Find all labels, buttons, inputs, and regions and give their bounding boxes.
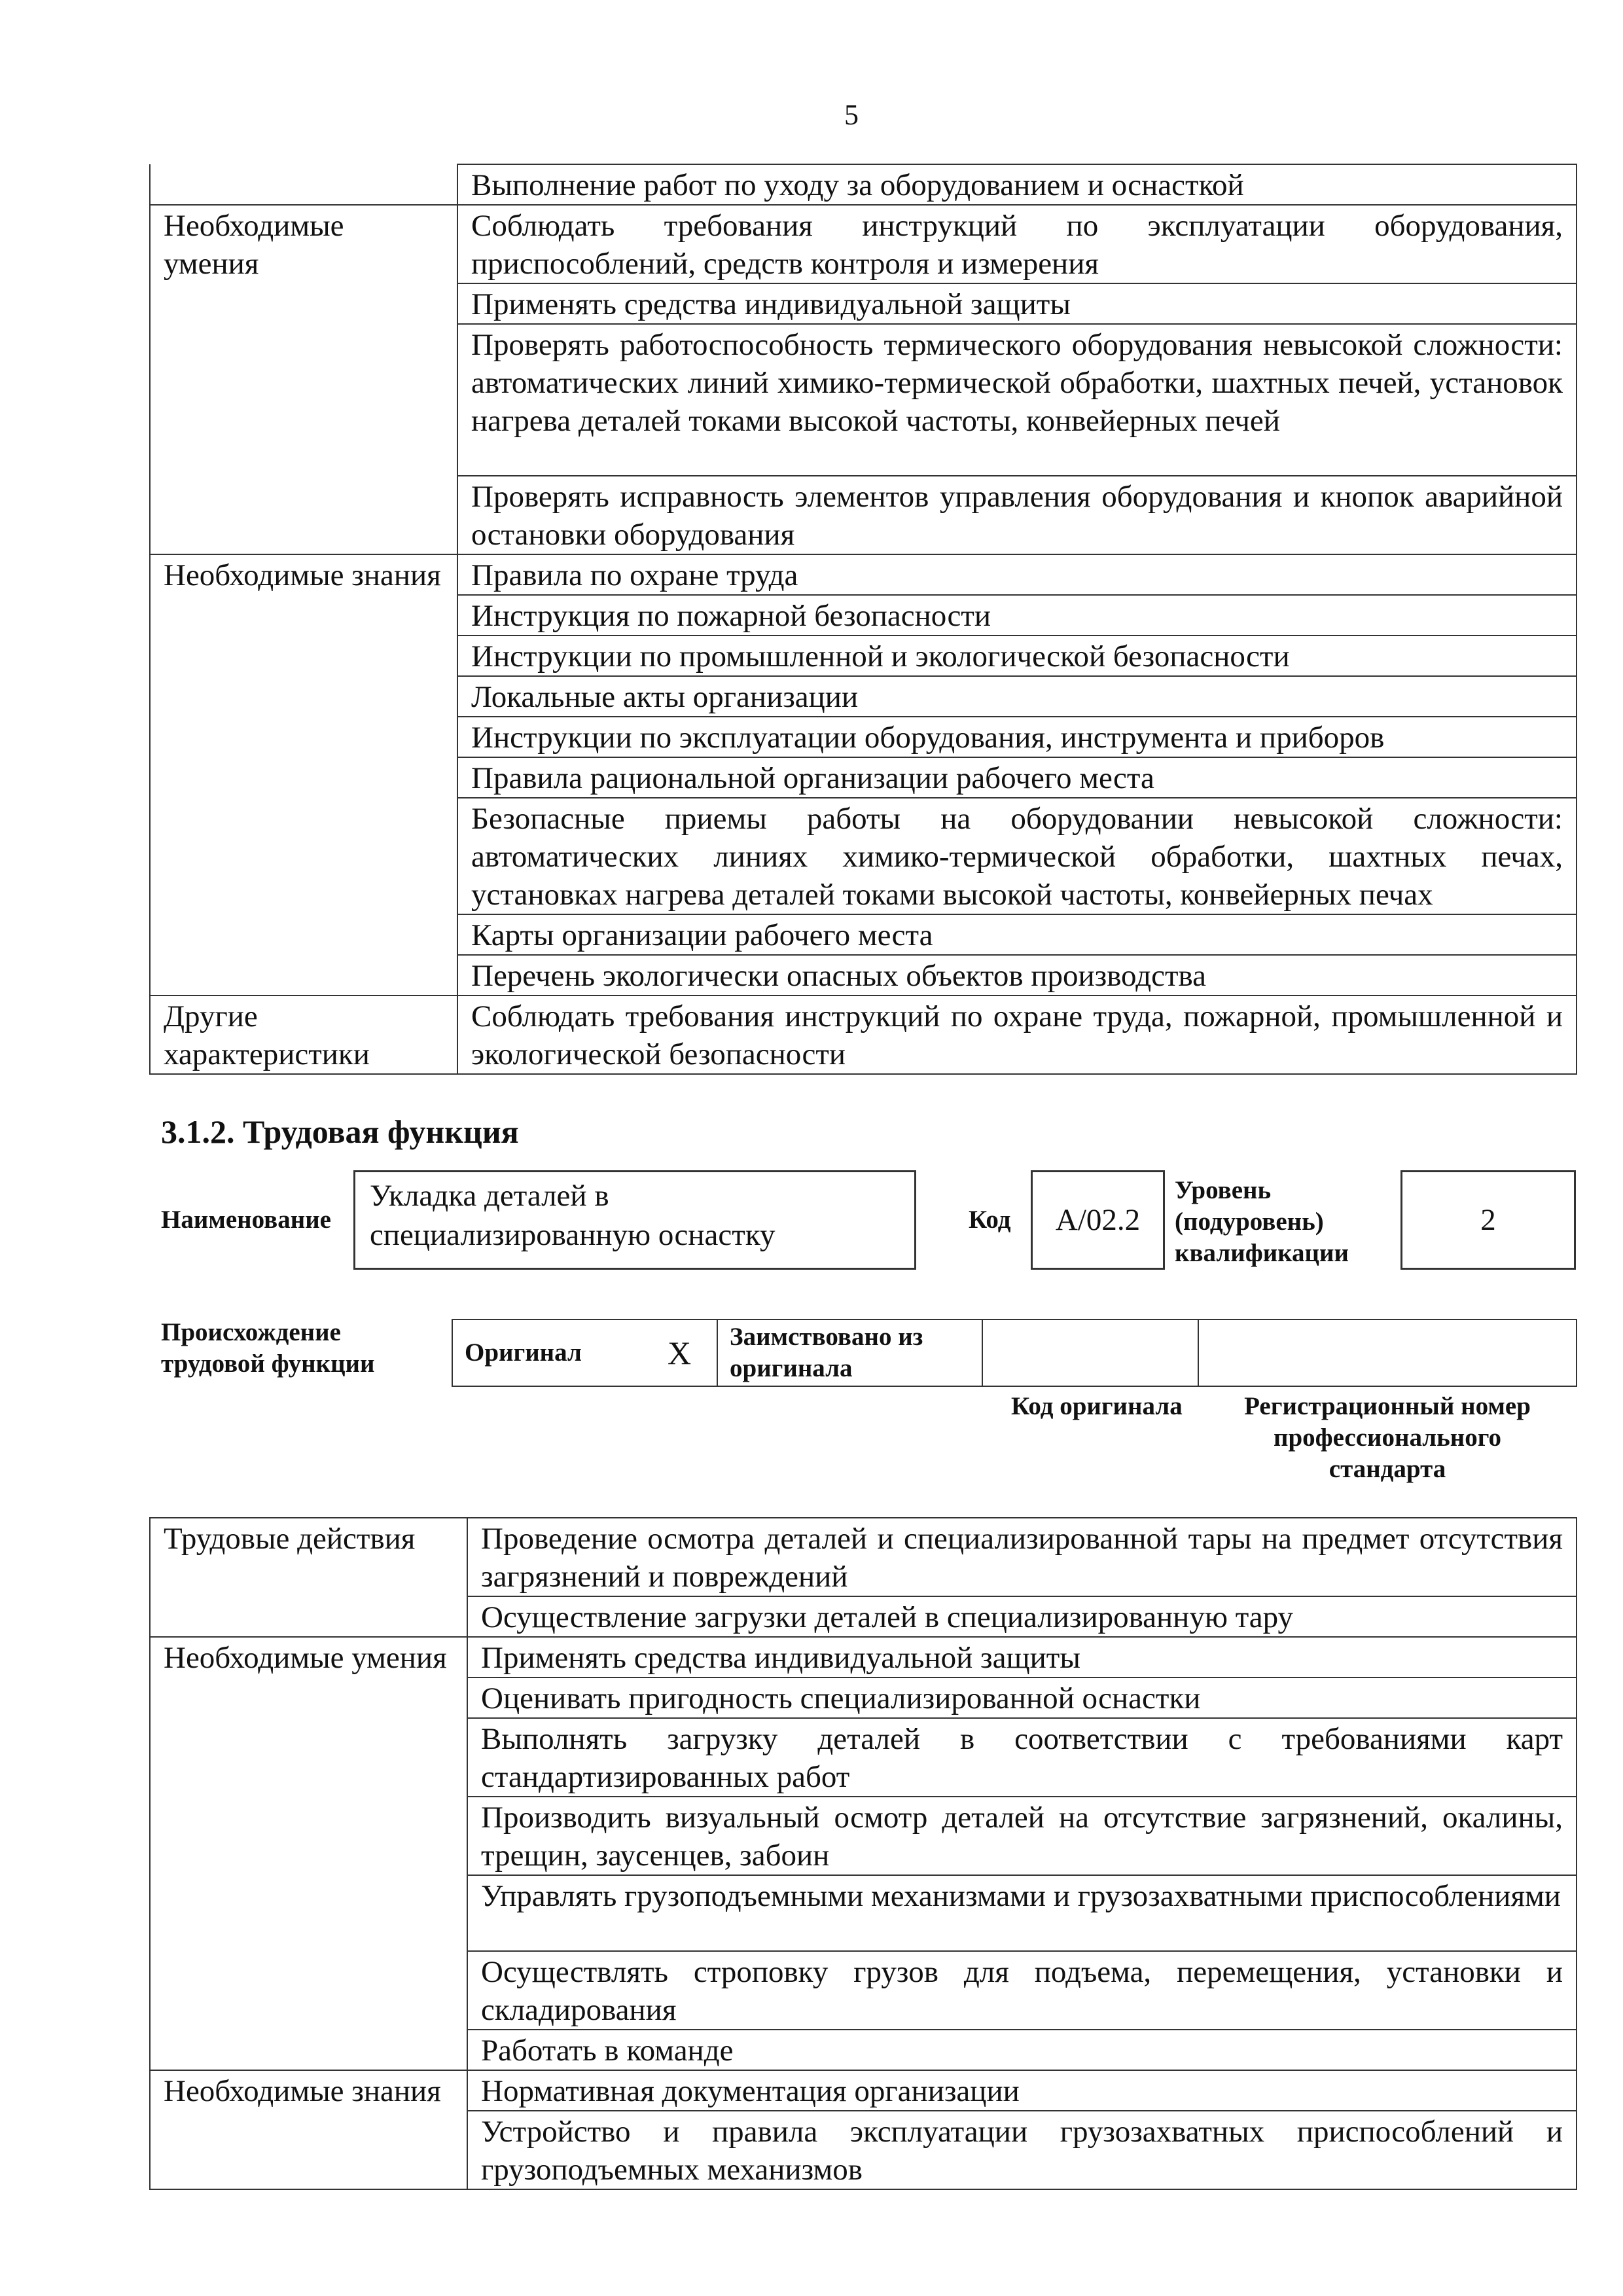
requirements-table-2 [149,1517,1577,2190]
table-row [452,1319,1577,1386]
code-original-cell [982,1319,1198,1386]
cell-text: Проведение осмотра деталей и специализированной тары на предмет отсутствия загрязнений и повреждений [467,1518,1577,1596]
row-label [150,164,457,205]
borrowed-label: Заимствовано из оригинала [717,1319,982,1386]
row-label: Другие характеристики [150,996,457,1074]
table-row [150,205,1577,283]
page-number: 5 [844,99,859,131]
cell-text: Инструкции по эксплуатации оборудования, инструмента и приборов [457,717,1577,757]
cell-text: Проверять работоспособность термического оборудования невысокой сложности: автоматических линий химико-термической обработки, шахтных печей, установок нагрева деталей токами высокой частоты, конвейерных печей [457,324,1577,476]
reg-number-label: Регистрационный номер профессионального стандарта [1244,1392,1531,1483]
requirements-table-1 [149,164,1577,1075]
row-label: Трудовые действия [150,1518,467,1637]
name-value: Укладка деталей в специализированную оснастку [370,1179,776,1252]
table-row [150,2070,1577,2111]
cell-text: Производить визуальный осмотр деталей на отсутствие загрязнений, окалины, трещин, заусенцев, забоин [467,1797,1577,1875]
original-label: Оригинал [452,1319,642,1386]
cell-text: Инструкция по пожарной безопасности [457,595,1577,636]
origin-label: Происхождение трудовой функции [161,1318,375,1378]
cell-text: Применять средства индивидуальной защиты [467,1637,1577,1677]
cell-text: Работать в команде [467,2030,1577,2070]
name-label: Наименование [161,1206,331,1234]
origin-table [452,1319,1577,1387]
cell-text: Устройство и правила эксплуатации грузозахватных приспособлений и грузоподъемных механизмов [467,2111,1577,2189]
table-row [150,554,1577,595]
row-label: Необходимые умения [150,1637,467,2070]
original-mark: X [642,1319,717,1386]
cell-text: Соблюдать требования инструкций по эксплуатации оборудования, приспособлений, средств контроля и измерения [457,205,1577,283]
code-box [1031,1170,1165,1270]
cell-text: Инструкции по промышленной и экологической безопасности [457,636,1577,676]
cell-text: Правила по охране труда [457,554,1577,595]
code-value: A/02.2 [1055,1203,1141,1237]
cell-text: Выполнять загрузку деталей в соответствии с требованиями карт стандартизированных работ [467,1718,1577,1797]
cell-text: Выполнение работ по уходу за оборудованием и оснасткой [457,164,1577,205]
cell-text: Локальные акты организации [457,676,1577,717]
cell-text: Применять средства индивидуальной защиты [457,283,1577,324]
reg-number-cell [1198,1319,1577,1386]
cell-text: Проверять исправность элементов управления оборудования и кнопок аварийной остановки оборудования [457,476,1577,554]
cell-text: Безопасные приемы работы на оборудовании невысокой сложности: автоматических линиях химико-термической обработки, шахтных печах, установках нагрева деталей токами высокой частоты, конвейерных печах [457,798,1577,914]
cell-text: Управлять грузоподъемными механизмами и грузозахватными приспособлениями [467,1875,1577,1951]
section-title: 3.1.2. Трудовая функция [161,1113,519,1150]
table-row [150,996,1577,1074]
level-box [1400,1170,1576,1270]
cell-text: Карты организации рабочего места [457,914,1577,955]
level-label: Уровень (подуровень) квалификации [1175,1176,1349,1267]
cell-text: Правила рациональной организации рабочего места [457,757,1577,798]
cell-text: Нормативная документация организации [467,2070,1577,2111]
name-box [353,1170,916,1270]
cell-text: Соблюдать требования инструкций по охране труда, пожарной, промышленной и экологической безопасности [457,996,1577,1074]
cell-text: Оценивать пригодность специализированной оснастки [467,1677,1577,1718]
cell-text: Перечень экологически опасных объектов производства [457,955,1577,996]
row-label: Необходимые знания [150,554,457,996]
row-label: Необходимые знания [150,2070,467,2189]
code-label: Код [969,1206,1011,1234]
table-row [150,1518,1577,1596]
table-row [150,164,1577,205]
level-value: 2 [1480,1203,1496,1237]
table-row [150,1637,1577,1677]
row-label: Необходимые умения [150,205,457,554]
cell-text: Осуществлять строповку грузов для подъема, перемещения, установки и складирования [467,1951,1577,2030]
cell-text: Осуществление загрузки деталей в специализированную тару [467,1596,1577,1637]
code-original-label: Код оригинала [1011,1392,1183,1420]
